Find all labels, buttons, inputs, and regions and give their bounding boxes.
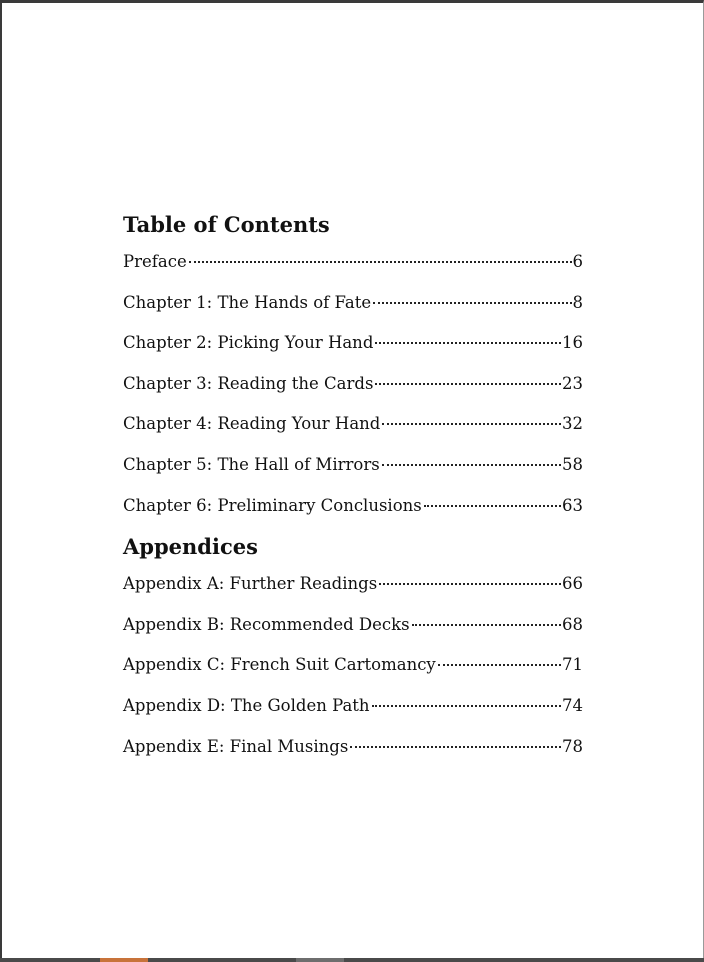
toc-entry-appendix-c[interactable]	[123, 645, 583, 686]
bottom-tab-indicator	[100, 958, 148, 962]
dot-leader	[438, 664, 561, 666]
toc-entry-label: Chapter 6: Preliminary Conclusions	[123, 495, 422, 515]
dot-leader	[382, 464, 561, 466]
toc-entry-label: Chapter 5: The Hall of Mirrors	[123, 454, 380, 474]
toc-entry-appendix-d[interactable]	[123, 686, 583, 727]
toc-entry-label: Appendix B: Recommended Decks	[123, 614, 410, 634]
dot-leader	[379, 583, 561, 585]
toc-entry-chapter-1[interactable]	[123, 283, 583, 324]
toc-heading: Table of Contents	[123, 212, 330, 237]
toc-entry-page: 8	[572, 292, 583, 312]
toc-entry-page: 66	[562, 574, 583, 594]
toc-entry-label: Chapter 1: The Hands of Fate	[123, 292, 372, 312]
toc-entry-page: 6	[572, 252, 583, 271]
dot-leader	[372, 705, 561, 707]
table-of-contents	[123, 208, 583, 767]
toc-entry-page: 16	[562, 333, 583, 353]
toc-entry-page: 63	[562, 495, 583, 515]
toc-entry-page: 74	[562, 695, 583, 715]
dot-leader	[375, 383, 561, 385]
dot-leader	[189, 261, 572, 263]
toc-entry-label: Chapter 2: Picking Your Hand	[123, 333, 374, 353]
toc-entry-chapter-3[interactable]	[123, 364, 583, 405]
toc-entry-page: 23	[562, 373, 583, 393]
toc-entry-chapter-5[interactable]	[123, 445, 583, 486]
toc-entry-chapter-6[interactable]	[123, 486, 583, 527]
toc-entry-chapter-2[interactable]	[123, 323, 583, 364]
appendices-heading: Appendices	[123, 534, 258, 560]
toc-entry-preface[interactable]	[123, 242, 583, 283]
toc-entry-page: 58	[562, 454, 583, 474]
toc-entry-label: Appendix C: French Suit Cartomancy	[123, 655, 436, 675]
dot-leader	[373, 302, 571, 304]
dot-leader	[375, 342, 561, 344]
dot-leader	[382, 423, 561, 425]
toc-entry-label: Chapter 4: Reading Your Hand	[123, 414, 381, 434]
bottom-tab-indicator-secondary	[296, 958, 344, 962]
toc-entry-label: Chapter 3: Reading the Cards	[123, 373, 374, 393]
toc-entry-label: Appendix A: Further Readings	[123, 574, 378, 594]
toc-entry-page: 32	[562, 414, 583, 434]
toc-entry-page: 68	[562, 614, 583, 634]
dot-leader	[424, 505, 561, 507]
toc-entry-label: Preface	[123, 252, 187, 271]
dot-leader	[350, 746, 561, 748]
toc-entry-chapter-4[interactable]	[123, 404, 583, 445]
toc-entry-page: 78	[562, 736, 583, 756]
dot-leader	[412, 624, 561, 626]
toc-entry-appendix-b[interactable]	[123, 605, 583, 646]
toc-entry-appendix-a[interactable]	[123, 564, 583, 605]
toc-entry-appendix-e[interactable]	[123, 727, 583, 768]
toc-entry-label: Appendix D: The Golden Path	[123, 695, 370, 715]
toc-entry-label: Appendix E: Final Musings	[123, 736, 349, 756]
toc-entry-page: 71	[562, 655, 583, 675]
